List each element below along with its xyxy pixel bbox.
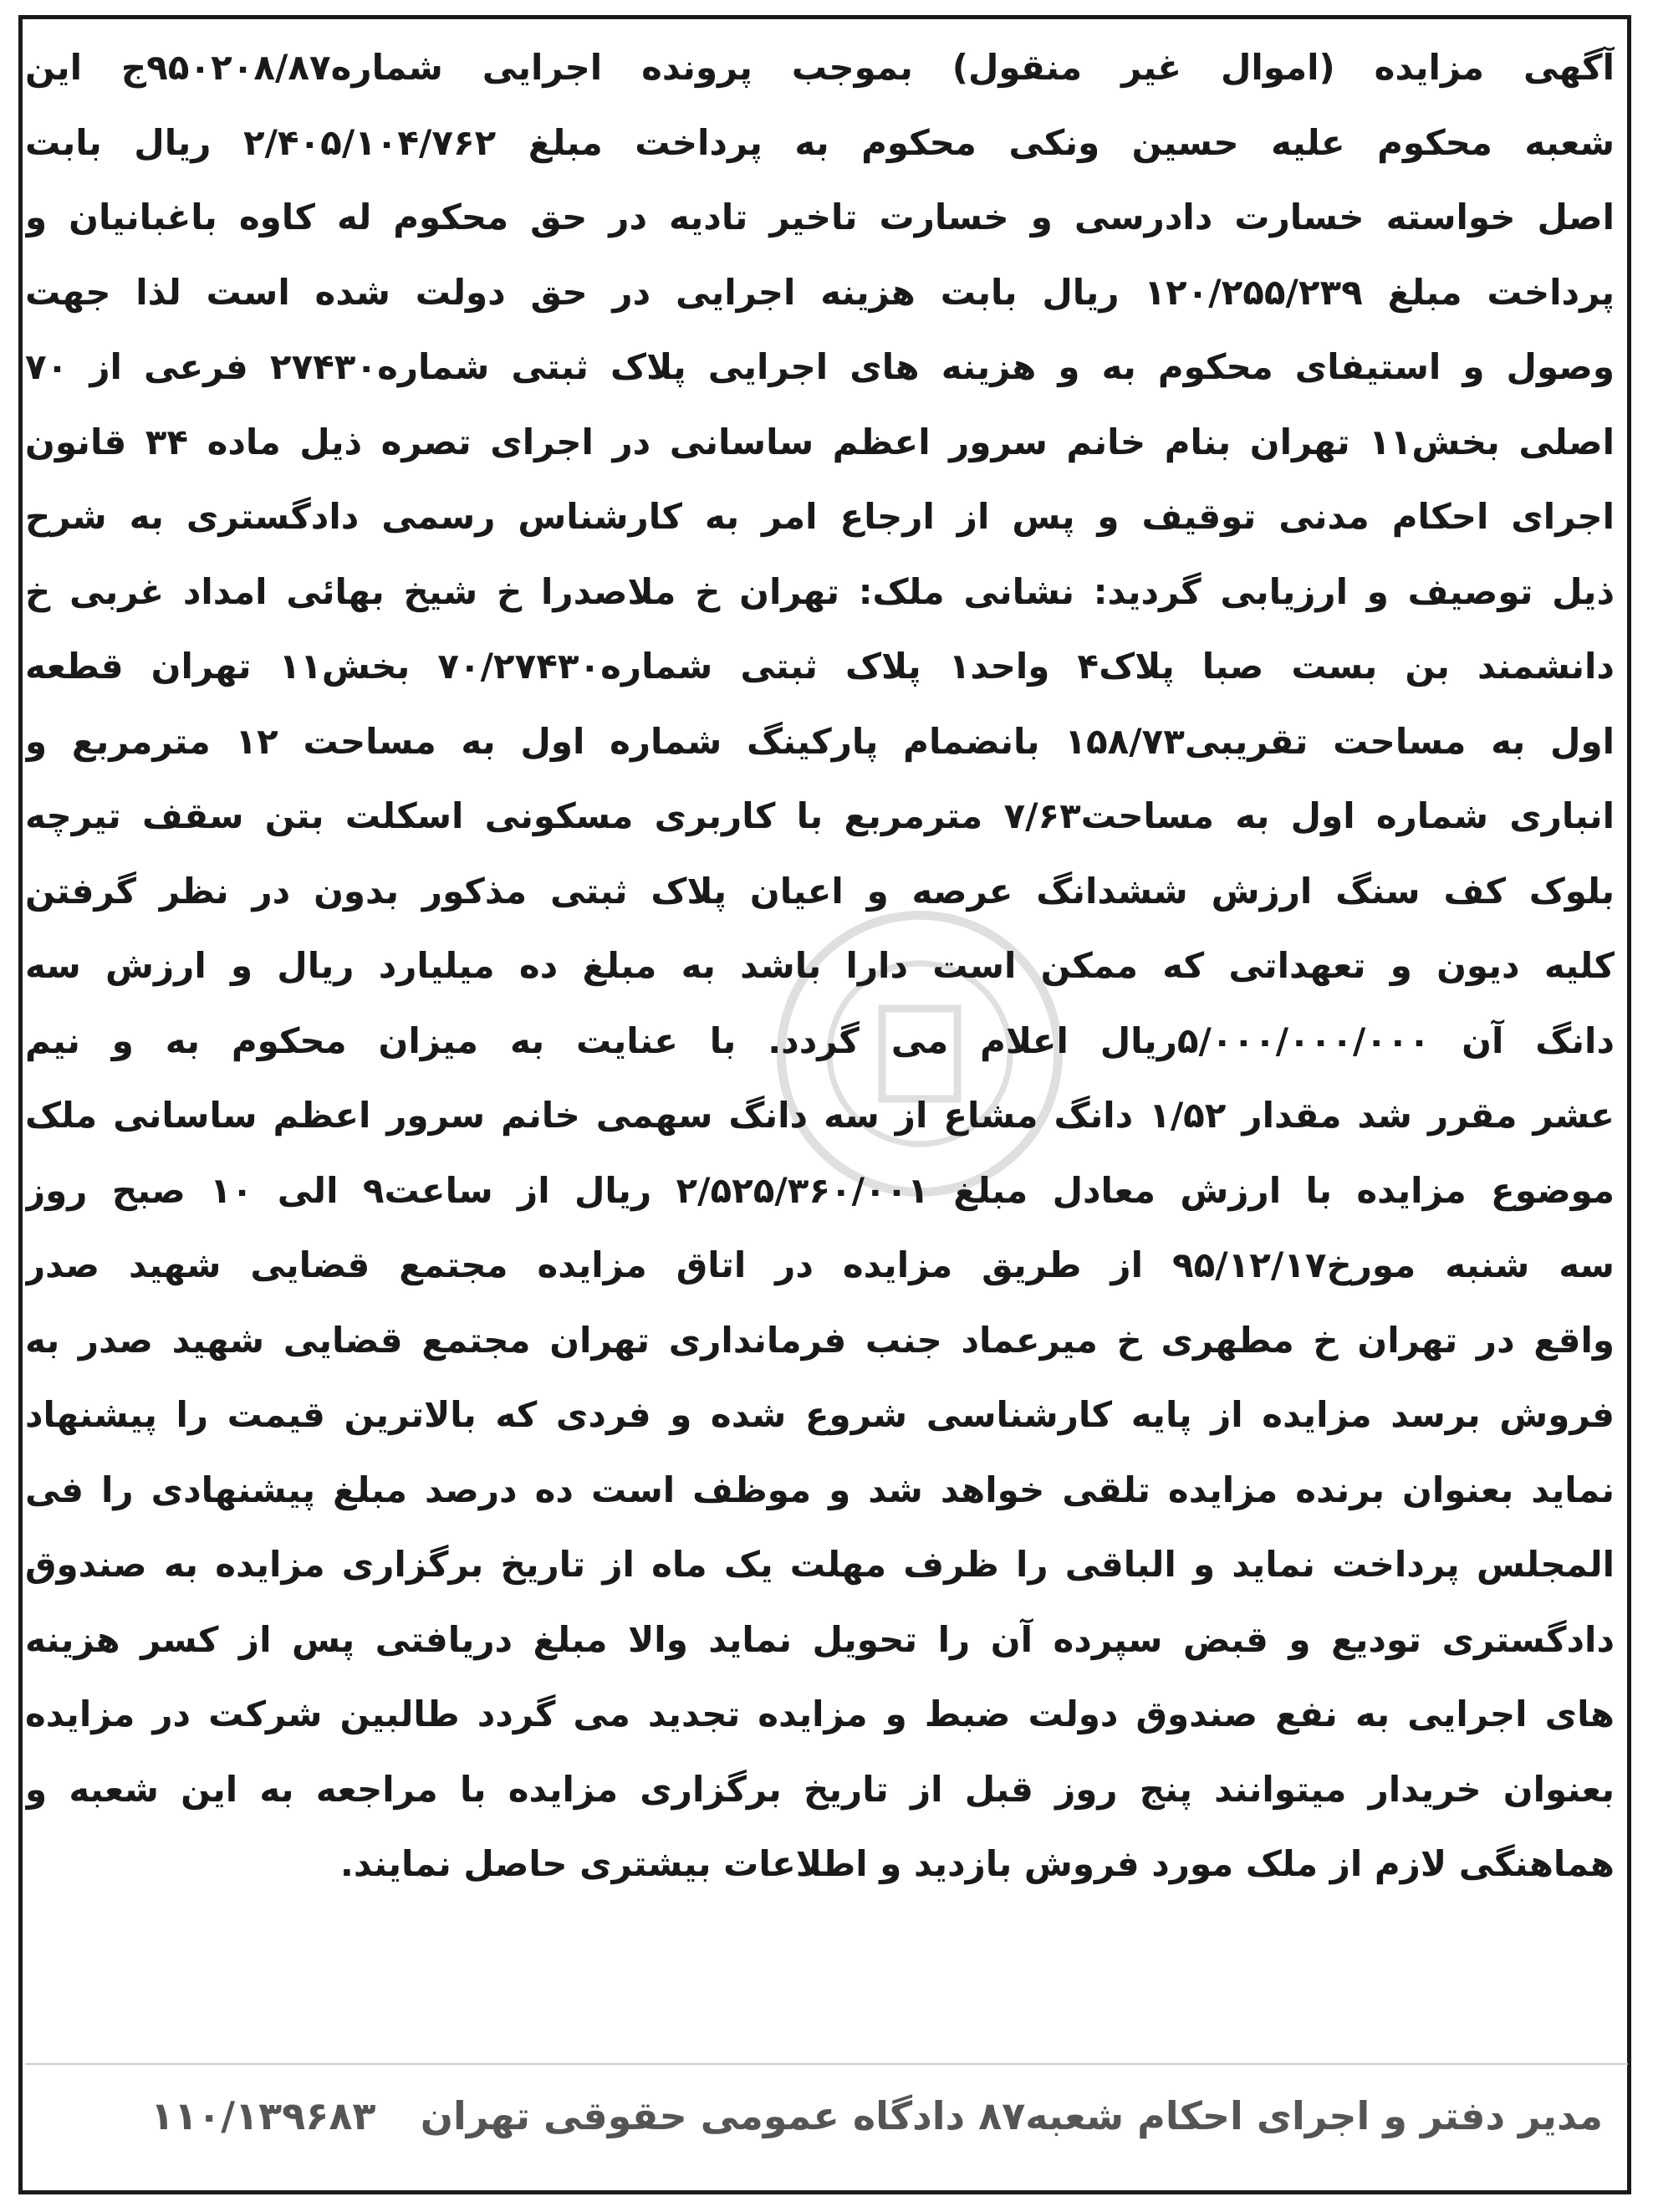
notice-line: وصول و استیفای محکوم به و هزینه های اجرایی پلاک ثبتی شماره۲۷۴۳۰ فرعی از ۷۰ [25,346,1615,387]
notice-line: عشر مقرر شد مقدار ۱/۵۲ دانگ مشاع از سه دانگ سهمی خانم سرور اعظم ساسانی ملک [25,1095,1615,1136]
notice-line: اول به مساحت تقریبی۱۵۸/۷۳ بانضمام پارکینگ شماره اول به مساحت ۱۲ مترمربع و [25,720,1615,762]
notice-line: فروش برسد مزایده از پایه کارشناسی شروع شده و فردی که بالاترین قیمت را پیشنهاد [25,1394,1615,1435]
notice-line: دانگ آن ۵/۰۰۰/۰۰۰/۰۰۰ریال اعلام می گردد. با عنایت به میزان محکوم به و نیم [25,1019,1615,1061]
notice-line: هماهنگی لازم از ملک مورد فروش بازدید و اطلاعات بیشتری حاصل نمایند. [339,1843,1615,1884]
notice-line: دانشمند بن بست صبا پلاک۴ واحد۱ پلاک ثبتی شماره۷۰/۲۷۴۳۰ بخش۱۱ تهران قطعه [25,646,1615,687]
notice-line: دادگستری تودیع و قبض سپرده آن را تحویل نماید والا مبلغ دریافتی پس از کسر هزینه [25,1618,1615,1660]
notice-line: ذیل توصیف و ارزیابی گردید: نشانی ملک: تهران خ ملاصدرا خ شیخ بهائی امداد غربی خ [25,570,1615,612]
notice-line: بعنوان خریدار میتوانند پنج روز قبل از تاریخ برگزاری مزایده با مراجعه به این شعبه و [25,1768,1615,1810]
notice-code: ۱۱۰/۱۳۹۶۸۳ [151,2093,376,2138]
notice-footer [25,2074,1603,2158]
notice-line: المجلس پرداخت نماید و الباقی را ظرف مهلت یک ماه از تاریخ برگزاری مزایده به صندوق [25,1544,1615,1585]
notice-line: موضوع مزایده با ارزش معادل مبلغ ۲/۵۲۵/۳۶۰/۰۰۱ ریال از ساعت۹ الی ۱۰ صبح روز [25,1169,1615,1211]
notice-line: کلیه دیون و تعهداتی که ممکن است دارا باشد به مبلغ ده میلیارد ریال و ارزش سه [25,945,1615,986]
notice-line: انباری شماره اول به مساحت۷/۶۳ مترمربع با کاربری مسکونی اسکلت بتن سقف تیرچه [25,795,1615,836]
notice-line: واقع در تهران خ مطهری خ میرعماد جنب فرمانداری تهران مجتمع قضایی شهید صدر به [25,1319,1615,1361]
notice-line: سه شنبه مورخ۹۵/۱۲/۱۷ از طریق مزایده در اتاق مزایده مجتمع قضایی شهید صدر [25,1244,1615,1285]
auction-notice-body [25,30,1615,1902]
notice-line: شعبه محکوم علیه حسین ونکی محکوم به پرداخت مبلغ ۲/۴۰۵/۱۰۴/۷۶۲ ریال بابت [25,121,1615,163]
notice-line: پرداخت مبلغ ۱۲۰/۲۵۵/۲۳۹ ریال بابت هزینه اجرایی در حق دولت شده است لذا جهت [25,271,1615,313]
notice-line: نماید بعنوان برنده مزایده تلقی خواهد شد و موظف است ده درصد مبلغ پیشنهادی را فی [25,1469,1615,1510]
notice-line: های اجرایی به نفع صندوق دولت ضبط و مزایده تجدید می گردد طالبین شرکت در مزایده [25,1693,1615,1734]
notice-line: بلوک کف سنگ ارزش ششدانگ عرصه و اعیان پلاک ثبتی مذکور بدون در نظر گرفتن [25,870,1615,912]
notice-line: آگهی مزایده (اموال غیر منقول) بموجب پرونده اجرایی شماره۹۵۰۲۰۸/۸۷ج این [25,47,1615,88]
footer-divider [25,2063,1628,2065]
notice-line: اصلی بخش۱۱ تهران بنام خانم سرور اعظم ساسانی در اجرای تصره ذیل ماده ۳۴ قانون [25,421,1615,462]
signature-line: مدیر دفتر و اجرای احکام شعبه۸۷ دادگاه عمومی حقوقی تهران [420,2093,1603,2138]
notice-line: اجرای احکام مدنی توقیف و پس از ارجاع امر به کارشناس رسمی دادگستری به شرح [25,496,1615,537]
notice-line: اصل خواسته خسارت دادرسی و خسارت تاخیر تادیه در حق محکوم له کاوه باغبانیان و [25,197,1615,238]
